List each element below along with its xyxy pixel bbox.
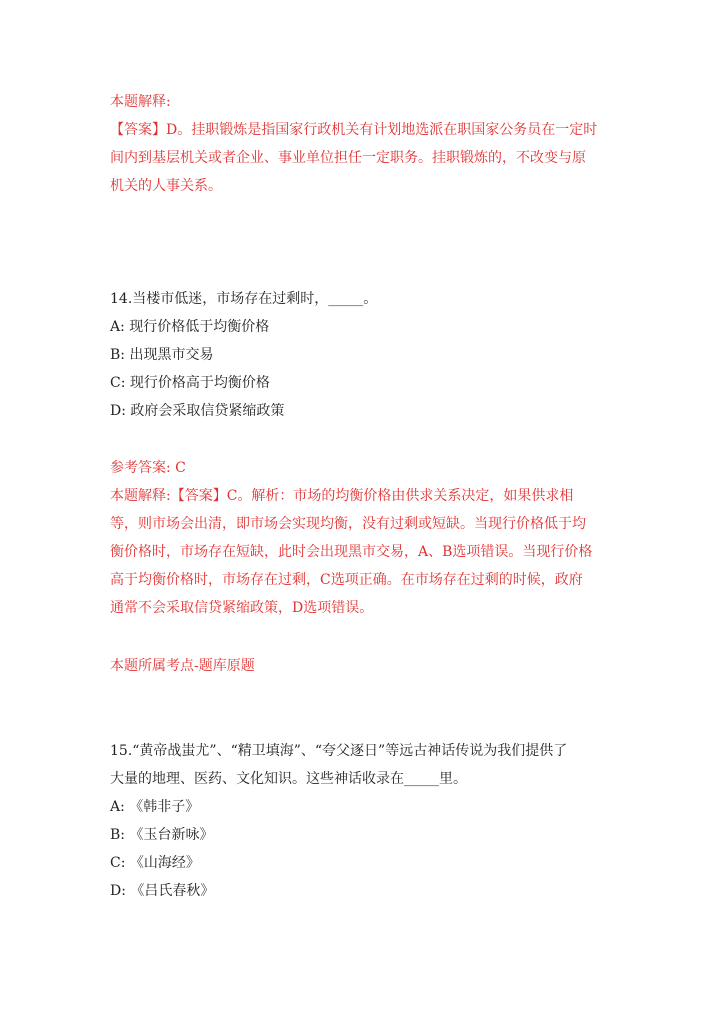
q15-option-a: A: 《韩非子》 xyxy=(110,799,200,815)
q14-option-c: C: 现行价格高于均衡价格 xyxy=(110,375,270,391)
q14-option-b: B: 出现黑市交易 xyxy=(110,347,214,363)
q14-question: 14.当楼市低迷，市场存在过剩时，_____。 xyxy=(110,291,378,307)
q14-analysis-line: 衡价格时，市场存在短缺，此时会出现黑市交易，A、B选项错误。当现行价格 xyxy=(110,544,593,560)
q14-option-d: D: 政府会采取信贷紧缩政策 xyxy=(110,403,285,419)
q14-answer: 参考答案: C xyxy=(110,460,186,476)
q13-analysis-line: 间内到基层机关或者企业、事业单位担任一定职务。挂职锻炼的，不改变与原 xyxy=(110,150,586,166)
q15-option-b: B: 《玉台新咏》 xyxy=(110,827,214,843)
q15-option-c: C: 《山海经》 xyxy=(110,855,200,871)
q14-analysis-line: 等，则市场会出清，即市场会实现均衡，没有过剩或短缺。当现行价格低于均 xyxy=(110,516,586,532)
q14-analysis-line: 本题解释:【答案】C。解析：市场的均衡价格由供求关系决定，如果供求相 xyxy=(110,488,574,504)
q14-analysis-line: 高于均衡价格时，市场存在过剩，C选项正确。在市场存在过剩的时候，政府 xyxy=(110,572,583,588)
q14-option-a: A: 现行价格低于均衡价格 xyxy=(110,319,270,335)
q15-question-line: 大量的地理、医药、文化知识。这些神话收录在_____里。 xyxy=(110,771,467,787)
q15-question-line: 15.“黄帝战蚩尤”、“精卫填海”、“夸父逐日”等远古神话传说为我们提供了 xyxy=(110,743,568,759)
q13-analysis-line: 机关的人事关系。 xyxy=(110,178,222,194)
q14-knowledge-point: 本题所属考点-题库原题 xyxy=(110,658,255,674)
q14-analysis-line: 通常不会采取信贷紧缩政策，D选项错误。 xyxy=(110,600,374,616)
q15-option-d: D: 《吕氏春秋》 xyxy=(110,883,215,899)
q13-analysis-line: 【答案】D。挂职锻炼是指国家行政机关有计划地选派在职国家公务员在一定时 xyxy=(110,122,598,138)
q13-analysis-label: 本题解释: xyxy=(110,94,171,110)
